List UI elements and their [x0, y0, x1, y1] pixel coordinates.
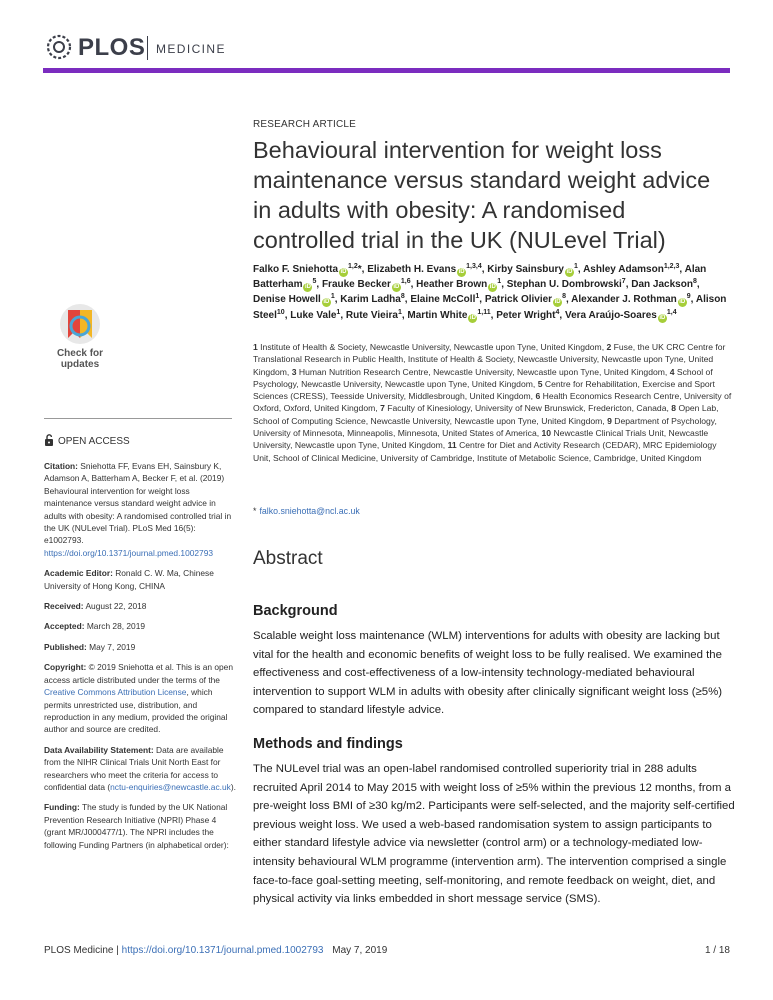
citation-doi-link[interactable]: https://doi.org/10.1371/journal.pmed.1002793	[44, 547, 214, 558]
affiliation-text: Department of Psychology, University of Minnesota, Minneapolis, Minnesota, United States of America,	[253, 415, 717, 439]
orcid-icon[interactable]: iD	[323, 299, 330, 306]
editor-text: Ronald C. W. Ma, Chinese University of Hong Kong, CHINA	[44, 568, 214, 591]
author-name[interactable]	[496, 310, 559, 321]
data-availability-block	[44, 744, 236, 794]
author-affiliation-sup: 1,2,3	[663, 263, 680, 270]
citation-text: Sniehotta FF, Evans EH, Sainsbury K, Adamson A, Batterham A, Becker F, et al. (2019) Behavioural intervention for weight loss maintenance versus standard weight advice in adults with obesity: A randomised controlled trial in the UK (NULevel Trial). PLoS Med 16(5): e1002793.	[44, 461, 232, 546]
affiliation-item	[292, 367, 670, 377]
orcid-icon[interactable]: iD	[304, 284, 311, 291]
affiliation-item	[380, 403, 671, 413]
open-lock-icon	[44, 434, 54, 446]
affiliation-text: Fuse, the UK CRC Centre for Translational Research in Public Health, Institute of Health & Society, Newcastle University, Newcastle upon Tyne, United Kingdom,	[253, 342, 726, 377]
background-heading: Background	[253, 603, 338, 619]
editor-block	[44, 567, 236, 592]
author-name[interactable]	[507, 279, 626, 290]
author-affiliation-sup: 5	[312, 278, 317, 286]
article-type: RESEARCH ARTICLE	[253, 119, 357, 130]
author-affiliation-sup: 7	[621, 278, 626, 286]
author-name-text: Karim Ladha	[340, 294, 401, 306]
author-name-text: Ashley Adamson	[583, 264, 664, 275]
published-block	[44, 641, 236, 653]
brand-name: PLOS	[78, 34, 146, 61]
author-name-text: Alison Steel	[253, 294, 727, 321]
author-affiliation-sup: 8	[562, 293, 566, 301]
methods-text: The NULevel trial was an open-label randomised controlled superiority trial in 288 adults recruited April 2014 to May 2015 with weight loss of ≥5% within the previous 12 months, from a pre-weight loss BMI of ≥30 kg/m2. Participants were self-selected, and the majority self-certified previous weight loss. We used a web-based randomisation system to assign participants to either standard lifestyle advice via newsletter (control arm) or a technology-mediated low-intensity behavioural WLM programme (intervention arm). The intervention comprised a single face-to-face goal-setting meeting, self-monitoring, and remote feedback on weight, diet, and physical activity via links embedded in short message service (SMS).	[253, 763, 735, 906]
author-affiliation-sup: 8	[400, 293, 405, 301]
affiliation-number: 5	[537, 378, 543, 389]
cc-license-link[interactable]: Creative Commons Attribution License	[44, 687, 187, 698]
author-name[interactable]	[487, 264, 578, 275]
author-name[interactable]	[583, 264, 679, 275]
author-affiliation-sup: 10	[276, 308, 285, 316]
accepted-block	[44, 620, 236, 632]
author-name-text: Patrick Olivier	[484, 294, 553, 306]
author-name-text: Heather Brown	[416, 279, 488, 291]
author-name[interactable]	[253, 264, 362, 275]
affiliation-text: Centre for Diet and Activity Research (CEDAR), MRC Epidemiology Unit, School of Clinical Medicine, University of Cambridge, Institute of Metabolic Science, Cambridge, United Kingdom	[253, 440, 717, 463]
affiliation-number: 11	[447, 440, 457, 451]
funding-text: The study is funded by the UK National Prevention Research Initiative (NPRI) Phase 4 (grant MR/J000477/1). The NPRI includes the following Funding Partners (in alphabetical order):	[44, 802, 229, 850]
affiliation-text: Newcastle Clinical Trials Unit, Newcastle University, Newcastle upon Tyne, United Kingdom,	[253, 428, 709, 451]
page-number: 1 / 18	[704, 945, 730, 956]
author-affiliation-sup: 1,6	[400, 278, 411, 286]
author-name-text: Falko F. Sniehotta	[253, 264, 339, 275]
copyright-label: Copyright:	[44, 662, 87, 673]
affiliation-text: Faculty of Kinesiology, University of New Brunswick, Fredericton, Canada,	[387, 403, 669, 414]
received-block	[44, 600, 236, 612]
author-name[interactable]	[631, 279, 697, 290]
orcid-icon[interactable]: iD	[554, 299, 561, 306]
author-name[interactable]	[322, 279, 411, 290]
plos-logo-icon	[44, 32, 74, 62]
author-name[interactable]	[346, 310, 402, 321]
citation-block	[44, 460, 236, 559]
check-for-updates-label: Check for updates	[56, 348, 104, 370]
affiliation-list	[253, 341, 733, 464]
author-affiliation-sup: 1,3,4	[466, 263, 482, 270]
orcid-icon[interactable]: iD	[458, 269, 465, 275]
corresponding-star: *	[253, 506, 257, 516]
article-title: Behavioural intervention for weight loss maintenance versus standard weight advice in adults with obesity: A randomised controlled trial in the UK (NULevel Trial)	[253, 137, 711, 253]
open-access-label: OPEN ACCESS	[58, 436, 130, 447]
copyright-block	[44, 661, 236, 735]
journal-name: MEDICINE	[156, 42, 226, 56]
orcid-icon[interactable]: iD	[340, 269, 347, 275]
accepted-label: Accepted:	[44, 621, 85, 632]
affiliation-number: 8	[671, 403, 677, 414]
orcid-icon[interactable]: iD	[659, 314, 666, 321]
author-name[interactable]	[253, 294, 335, 305]
article-metadata	[44, 460, 236, 859]
author-affiliation-sup: 9	[686, 293, 691, 301]
author-affiliation-sup: 1,2	[348, 263, 358, 270]
affiliation-number: 6	[535, 391, 541, 402]
author-affiliation-sup: 1,11	[477, 308, 491, 316]
author-name-text: Luke Vale	[290, 309, 337, 321]
open-access-badge	[44, 434, 130, 447]
header-rule	[43, 68, 730, 73]
affiliation-number: 3	[291, 366, 297, 377]
corresponding-author-star: *	[357, 264, 362, 275]
background-text: Scalable weight loss maintenance (WLM) interventions for adults with obesity are lacking but vital for the health and economic benefits of weight loss to be fully realised. We examined the effectiveness and cost-effectiveness of a low-intensity technology-mediated behavioural intervention to support WLM in adults with obesity after clinically significant weight loss (≥5%) compared to standard lifestyle advice.	[253, 630, 723, 717]
accepted-date: March 28, 2019	[86, 621, 146, 632]
author-name-text: Alan Batterham	[253, 264, 707, 291]
bookmark-ribbon-icon	[44, 302, 116, 348]
check-for-updates-badge[interactable]	[44, 302, 116, 382]
author-name[interactable]	[410, 294, 479, 305]
affiliation-text: Institute of Health & Society, Newcastle University, Newcastle upon Tyne, United Kingdom,	[260, 342, 605, 352]
author-name-text: Elaine McColl	[410, 294, 476, 306]
data-availability-text: Data are available from the NIHR Clinical Trials Unit North East for researchers who meet the criteria for access to confidential data (	[44, 744, 224, 792]
orcid-icon[interactable]: iD	[679, 299, 686, 306]
data-availability-label: Data Availability Statement:	[44, 744, 154, 755]
author-affiliation-sup: 8	[692, 278, 697, 286]
author-name[interactable]	[367, 264, 482, 275]
affiliation-number: 9	[607, 415, 612, 426]
author-name-text: Denise Howell	[253, 294, 321, 306]
data-email-link[interactable]: nctu-enquiries@newcastle.ac.uk	[110, 781, 231, 792]
author-affiliation-sup: 1,4	[666, 308, 677, 316]
sidebar-rule	[44, 418, 232, 419]
author-name-text: Elizabeth H. Evans	[367, 264, 457, 275]
author-affiliation-sup: 1	[397, 308, 402, 316]
affiliation-number: 1	[253, 342, 258, 352]
affiliation-text: School of Psychology, Newcastle University, Newcastle upon Tyne, United Kingdom,	[253, 366, 713, 389]
affiliation-text: Human Nutrition Research Centre, Newcastle University, Newcastle upon Tyne, United Kingdom,	[298, 366, 668, 377]
footer-journal: PLOS Medicine |	[44, 945, 119, 956]
funding-label: Funding:	[44, 802, 80, 813]
author-name-text: Rute Vieira	[345, 309, 398, 321]
received-label: Received:	[44, 601, 84, 612]
copyright-text-end: , which permits unrestricted use, distribution, and reproduction in any medium, provided the original author and source are credited.	[44, 687, 228, 735]
affiliation-text: Centre for Rehabilitation, Exercise and Sport Sciences (CRESS), Teesside University, Middlesbrough, United Kingdom,	[253, 378, 715, 402]
author-name-text: Peter Wright	[496, 309, 556, 321]
methods-heading: Methods and findings	[253, 736, 403, 752]
received-date: August 22, 2018	[85, 601, 147, 612]
page-footer	[44, 945, 730, 956]
author-name[interactable]	[290, 310, 340, 321]
affiliation-text: Open Lab, School of Computing Science, Newcastle University, Newcastle upon Tyne, United Kingdom,	[253, 403, 719, 426]
author-name[interactable]	[340, 294, 404, 305]
footer-doi-link[interactable]: https://doi.org/10.1371/journal.pmed.1002793	[121, 945, 324, 956]
orcid-icon[interactable]: iD	[489, 284, 496, 291]
author-name[interactable]	[485, 294, 566, 305]
affiliation-number: 7	[380, 403, 385, 414]
author-affiliation-sup: 1	[475, 293, 480, 301]
author-name-text: Alexander J. Rothman	[571, 294, 677, 306]
footer-date: May 7, 2019	[332, 945, 388, 956]
author-list: Falko F. Sniehotta iD$^{1,2}$*, Elizabeth H. Evans iD$^{1,3,4}$, Kirby Sainsbury $iD^1$, Ashley Adamson$^{1,2,3}$, Alan Batterham $iD^5$, Frauke Becker iD$^{1,6}$, Heather Brown $iD^1$, Stephan U. Dombrowski$^7$, Dan Jackson$^8$, Denise Howell $iD^1$, Karim Ladha$^8$, Elaine McColl$^1$, Patrick Olivier $iD^8$, Alexander J. Rothman $iD^9$, Alison Steel$^{10}$, Luke Vale$^1$, Rute Vieira$^1$, Martin White iD$^{1,11}$, Peter Wright$^4$, Vera Araújo-Soares iD$^{1,4}$	[253, 263, 727, 321]
author-affiliation-sup: 1	[330, 293, 335, 301]
orcid-icon[interactable]: iD	[566, 269, 573, 275]
brand-divider	[147, 36, 148, 60]
affiliation-number: 2	[606, 342, 612, 352]
author-name-text: Vera Araújo-Soares	[564, 309, 657, 321]
affiliation-number: 4	[669, 366, 675, 377]
author-name[interactable]	[407, 310, 490, 321]
affiliation-text: Health Economics Research Centre, University of Oxford, Oxford, United Kingdom,	[253, 391, 732, 414]
email-link[interactable]: falko.sniehotta@ncl.ac.uk	[259, 506, 360, 516]
abstract-heading: Abstract	[253, 548, 323, 569]
editor-label: Academic Editor:	[44, 568, 113, 579]
published-date: May 7, 2019	[89, 641, 136, 652]
orcid-icon[interactable]: iD	[393, 284, 400, 291]
author-name[interactable]	[416, 279, 501, 290]
journal-header	[44, 30, 734, 66]
orcid-icon[interactable]: iD	[469, 314, 476, 321]
data-availability-end: ).	[230, 781, 236, 792]
affiliation-number: 10	[541, 428, 552, 439]
author-name-text: Stephan U. Dombrowski	[506, 279, 622, 291]
author-affiliation-sup: 4	[555, 308, 560, 316]
author-name[interactable]	[571, 294, 691, 305]
author-name-text: Kirby Sainsbury	[487, 264, 564, 275]
citation-label: Citation:	[44, 461, 78, 471]
corresponding-email[interactable]	[253, 506, 360, 516]
copyright-text: © 2019 Sniehotta et al. This is an open access article distributed under the terms of the	[44, 662, 233, 685]
author-affiliation-sup: 1	[336, 308, 341, 316]
author-affiliation-sup: 1	[573, 263, 578, 270]
author-name-text: Frauke Becker	[321, 279, 391, 291]
author-name-text: Martin White	[407, 309, 468, 321]
author-affiliation-sup: 1	[497, 278, 502, 286]
funding-block	[44, 801, 236, 851]
affiliation-item	[253, 342, 606, 352]
published-label: Published:	[44, 641, 87, 652]
author-name[interactable]	[565, 310, 677, 321]
author-name-text: Dan Jackson	[631, 279, 693, 291]
